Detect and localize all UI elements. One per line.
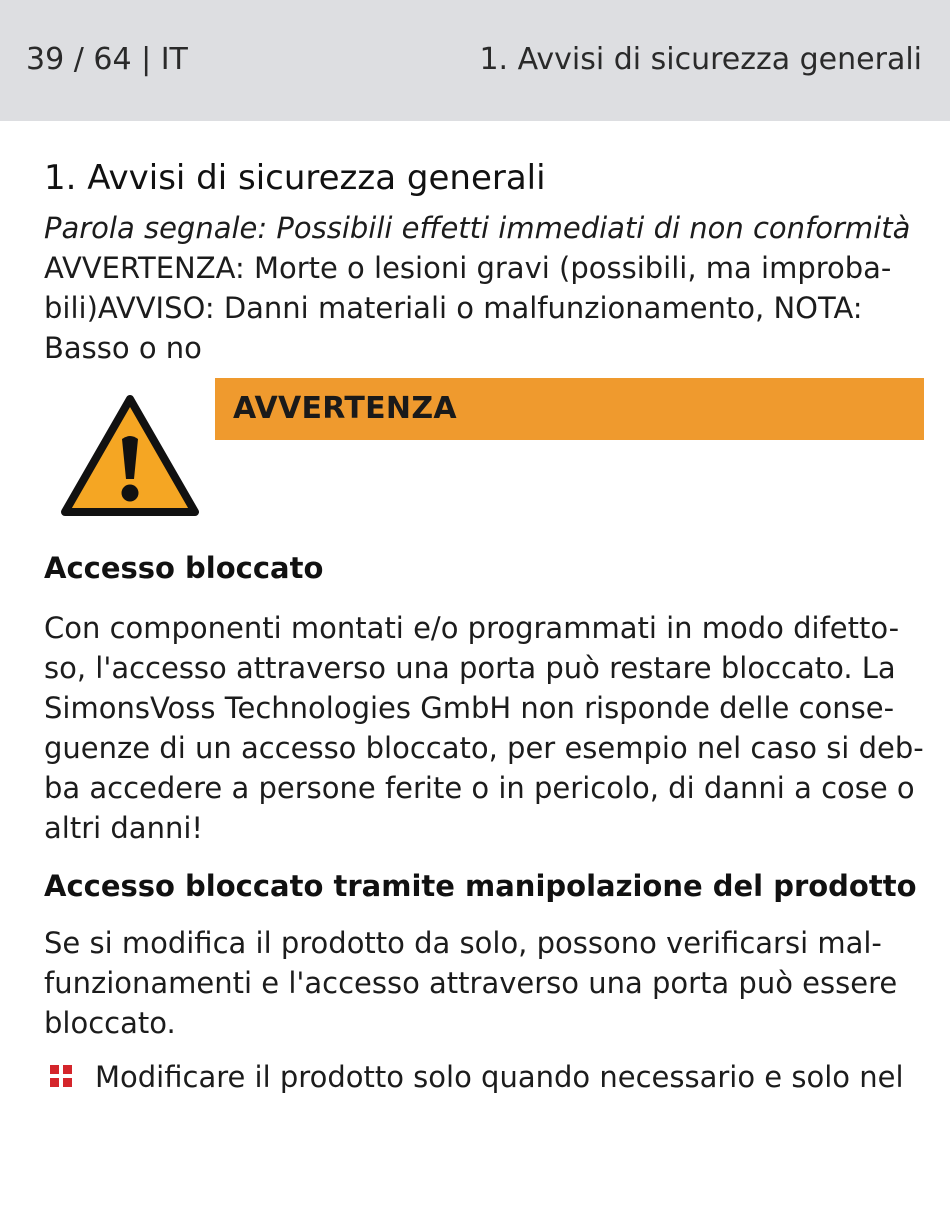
intro-italic-line: Parola segnale: Possibili effetti immediati di non conformità [44, 211, 911, 245]
signal-word-intro [44, 208, 924, 368]
paragraph-line: so, l'accesso attraverso una porta può restare bloccato. La [44, 651, 896, 685]
paragraph-line: Con componenti montati e/o programmati in modo difetto- [44, 611, 900, 645]
paragraph-line: guenze di un accesso bloccato, per esempio nel caso si deb- [44, 731, 924, 765]
intro-line: Basso o no [44, 331, 202, 365]
red-square-bullet-icon [50, 1065, 72, 1087]
paragraph-line: altri danni! [44, 811, 204, 845]
page-header [0, 0, 950, 121]
paragraph-line: Se si modifica il prodotto da solo, possono verificarsi mal- [44, 926, 882, 960]
list-item-text: Modificare il prodotto solo quando necessario e solo nel [95, 1060, 904, 1094]
section-paragraph-manipulation [44, 923, 924, 1043]
intro-line: AVVERTENZA: Morte o lesioni gravi (possibili, ma improba- [44, 251, 892, 285]
paragraph-line: ba accedere a persone ferite o in pericolo, di danni a cose o [44, 771, 915, 805]
page-title: 1. Avvisi di sicurezza generali [44, 158, 546, 198]
paragraph-line: funzionamenti e l'accesso attraverso una porta può essere [44, 966, 898, 1000]
paragraph-line: SimonsVoss Technologies GmbH non risponde delle conse- [44, 691, 895, 725]
paragraph-line: bloccato. [44, 1006, 176, 1040]
section-heading-manipulation: Accesso bloccato tramite manipolazione del prodotto [44, 869, 917, 903]
intro-line: bili)AVVISO: Danni materiali o malfunzionamento, NOTA: [44, 291, 863, 325]
warning-banner [215, 378, 924, 440]
page-indicator: 39 / 64 | IT [26, 42, 188, 77]
header-section-title: 1. Avvisi di sicurezza generali [479, 42, 922, 77]
section-heading-blocked-access: Accesso bloccato [44, 551, 324, 585]
warning-label: AVVERTENZA [233, 391, 457, 426]
warning-triangle-icon [60, 393, 200, 517]
section-paragraph-blocked-access [44, 608, 924, 848]
